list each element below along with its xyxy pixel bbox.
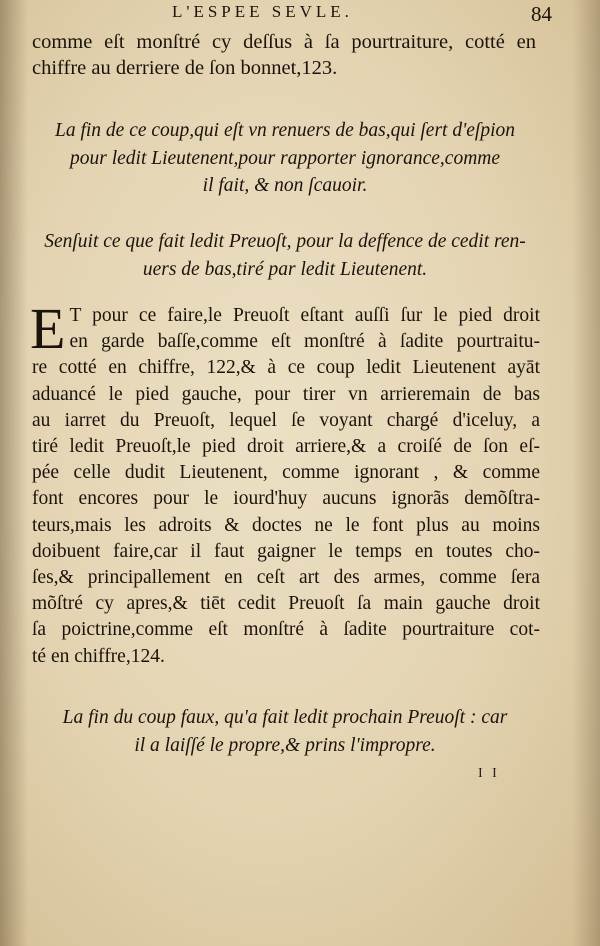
heading-line: il fait, & non ſcauoir. [202, 175, 368, 196]
text-line: aduancé le pied gauche, pour tirer vn arrieremain de bas [32, 383, 540, 405]
text-line: té en chiffre,124. [32, 645, 165, 667]
text-line: mõſtré cy apres,& tiēt cedit Preuoſt ſa main gauche droit [32, 593, 540, 615]
heading-line: La fin de ce coup,qui eſt vn renuers de bas,qui ſert d'eſpion [55, 120, 515, 141]
signature-mark: I I [478, 766, 500, 781]
text-line: re cotté en chiffre, 122,& à ce coup ledit Lieutenent ayāt [32, 357, 540, 379]
text-line: font encores pour le iourd'huy aucuns ignorãs demõſtra- [32, 488, 540, 510]
heading-line: pour ledit Lieutenent,pour rapporter ignorance,comme [69, 147, 501, 169]
text-line: comme eſt monſtré cy deſſus à ſa pourtraiture, cotté en [32, 31, 536, 53]
section-heading [40, 117, 530, 200]
heading-line: Senſuit ce que fait ledit Preuoſt, pour la deffence de cedit ren- [44, 231, 526, 252]
section-heading [40, 228, 530, 283]
text-line: tiré ledit Preuoſt,le pied droit arriere,& a croiſé de ſon eſ- [32, 436, 540, 458]
text-line: ſes,& principallement en ceſt art des armes, comme ſera [32, 567, 540, 589]
text-line: au iarret du Preuoſt, lequel ſe voyant chargé d'iceluy, a [32, 409, 540, 431]
page-number: 84 [531, 2, 552, 26]
text-line: pée celle dudit Lieutenent, comme ignorant , & comme [32, 462, 540, 484]
main-paragraph [30, 296, 540, 670]
text-line: doibuent faire,car il faut gaigner le temps en toutes cho- [32, 540, 540, 562]
heading-line: uers de bas,tiré par ledit Lieutenent. [142, 258, 428, 280]
running-title: L'ESPEE SEVLE. [172, 2, 353, 21]
page-edge-shadow [572, 0, 600, 946]
running-head [40, 2, 560, 28]
text-line: teurs,mais les adroits & doctes ne le font plus au moins [32, 514, 540, 536]
text-line: T pour ce faire,le Preuoſt eſtant auſſi ſur le pied droit [69, 305, 540, 326]
opening-paragraph [32, 30, 536, 82]
text-line: ſa poictrine,comme eſt monſtré à ſadite pourtraiture cot- [32, 619, 540, 641]
heading-line: il a laiſſé le propre,& prins l'impropre. [134, 734, 436, 756]
drop-cap: E [30, 296, 66, 361]
page-gutter-shadow [0, 0, 28, 946]
heading-line: La fin du coup faux, qu'a fait ledit prochain Preuoſt : car [62, 707, 508, 728]
text-line: chiffre au derriere de ſon bonnet,123. [32, 56, 338, 79]
text-line: en garde baſſe,comme eſt monſtré à ſadite pourtraitu- [69, 331, 540, 353]
section-heading [40, 704, 530, 759]
